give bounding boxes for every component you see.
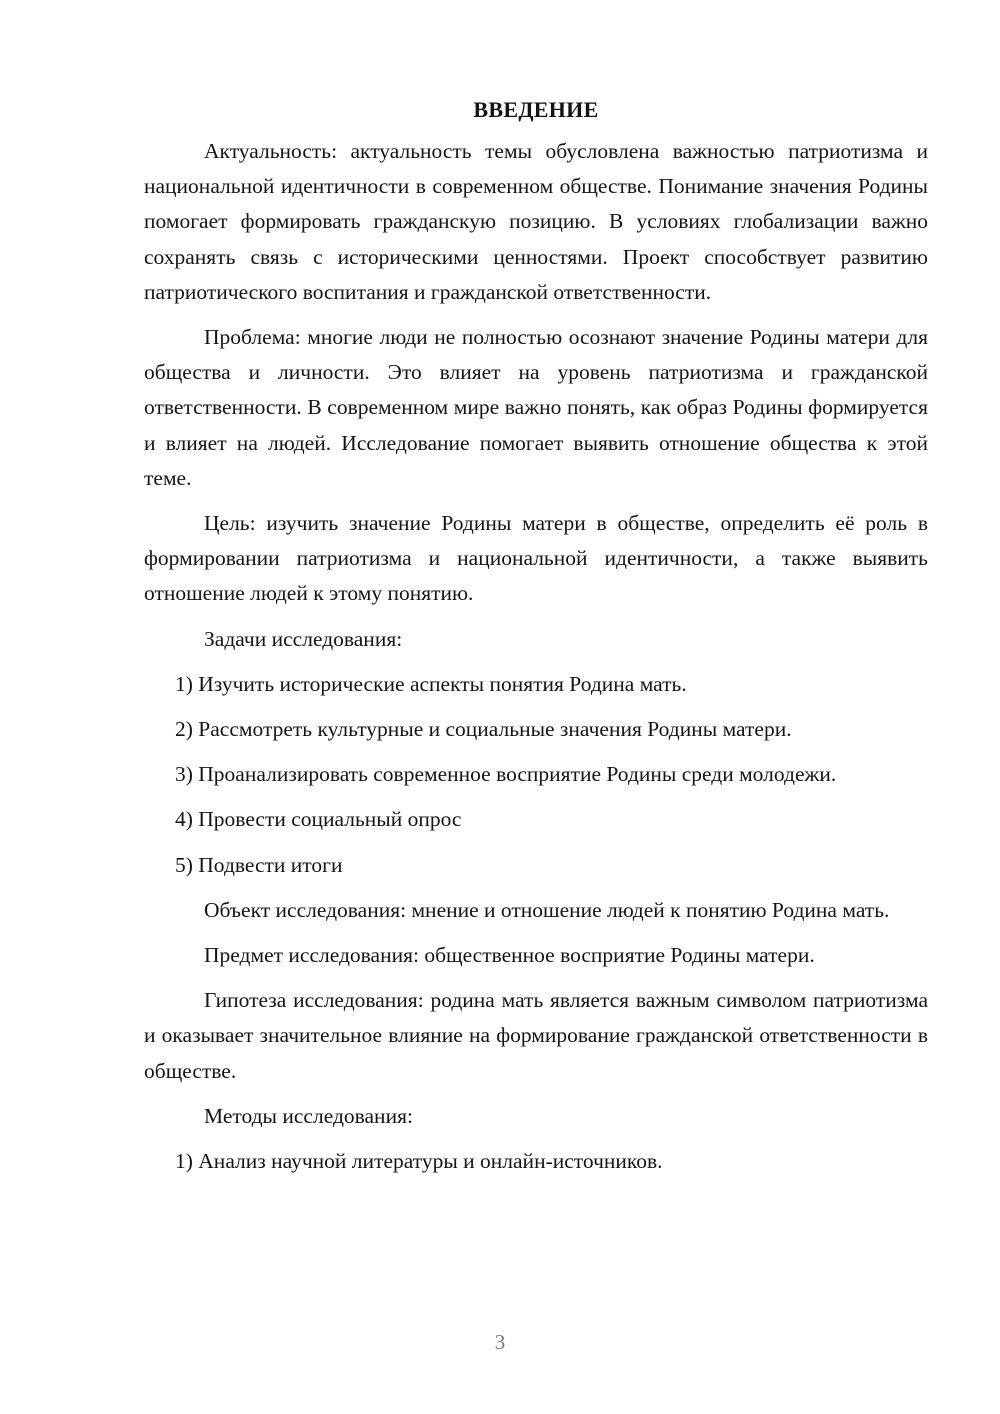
task-item-2: 2) Рассмотреть культурные и социальные значения Родины матери. (175, 717, 792, 742)
task-item-3: 3) Проанализировать современное восприятие Родины среди молодежи. (175, 762, 837, 787)
task-item-1: 1) Изучить исторические аспекты понятия Родина мать. (175, 671, 687, 696)
subject-paragraph: Предмет исследования: общественное восприятие Родины матери. (204, 943, 815, 968)
page-number: 3 (494, 1330, 506, 1354)
document-page (144, 94, 928, 1189)
object-paragraph: Объект исследования: мнение и отношение людей к понятию Родина мать. (204, 897, 890, 922)
task-item-4: 4) Провести социальный опрос (175, 807, 462, 832)
goal-paragraph: Цель: изучить значение Родины матери в обществе, определить её роль в формировании патриотизма и национальной идентичности, а также выявить отношение людей к этому понятию. (144, 511, 928, 606)
hypothesis-paragraph: Гипотеза исследования: родина мать является важным символом патриотизма и оказывает значительное влияние на формирование гражданской ответственности в обществе. (144, 988, 928, 1083)
task-item-5: 5) Подвести итоги (175, 852, 343, 877)
method-item-1: 1) Анализ научной литературы и онлайн-источников. (175, 1149, 663, 1174)
methods-heading: Методы исследования: (204, 1103, 413, 1128)
section-title: ВВЕДЕНИЕ (473, 97, 599, 122)
tasks-heading: Задачи исследования: (204, 626, 403, 651)
problem-paragraph: Проблема: многие люди не полностью осознают значение Родины матери для общества и личности. Это влияет на уровень патриотизма и гражданской ответственности. В современном мире важно понять, как образ Родины формируется и влияет на людей. Исследование помогает выявить отношение общества к этой теме. (144, 325, 928, 490)
relevance-paragraph: Актуальность: актуальность темы обусловлена важностью патриотизма и национальной идентичности в современном обществе. Понимание значения Родины помогает формировать гражданскую позицию. В условиях глобализации важно сохранять связь с историческими ценностями. Проект способствует развитию патриотического воспитания и гражданской ответственности. (144, 139, 928, 304)
